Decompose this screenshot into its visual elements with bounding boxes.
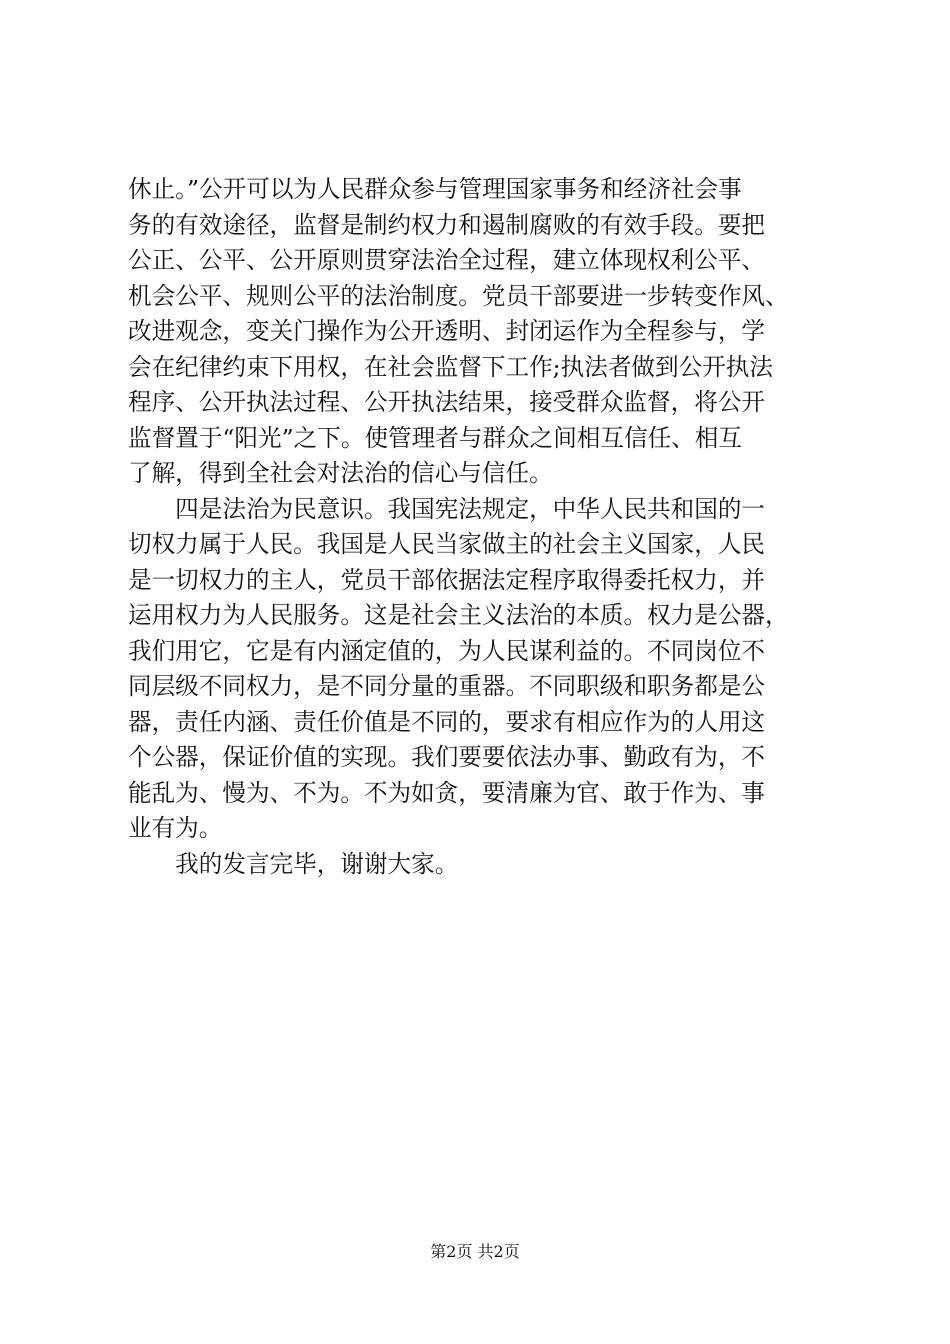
text-line: 会在纪律约束下用权，在社会监督下工作;执法者做到公开执法: [128, 352, 773, 381]
text-line: 是一切权力的主人，党员干部依据法定程序取得委托权力，并: [128, 565, 766, 594]
text-line: 务的有效途径，监督是制约权力和遏制腐败的有效手段。要把: [128, 210, 766, 239]
text-line: 切权力属于人民。我国是人民当家做主的社会主义国家，人民: [128, 530, 766, 558]
text-line: 能乱为、慢为、不为。不为如贪，要清廉为官、敢于作为、事: [128, 778, 766, 807]
text-line: 个公器，保证价值的实现。我们要要依法办事、勤政有为，不: [128, 743, 766, 771]
text-line: 器，责任内涵、责任价值是不同的，要求有相应作为的人用这: [128, 707, 766, 736]
text-line: 同层级不同权力，是不同分量的重器。不同职级和职务都是公: [128, 672, 766, 700]
body-text: [128, 172, 828, 882]
page-footer: [0, 1240, 950, 1264]
text-line: 公正、公平、公开原则贯穿法治全过程，建立体现权利公平、: [128, 246, 766, 274]
text-line: 我的发言完毕，谢谢大家。: [128, 849, 459, 878]
text-line: 休止。”公开可以为人民群众参与管理国家事务和经济社会事: [128, 175, 742, 203]
page-number-label: 第2页 共2页: [430, 1242, 520, 1261]
text-line: 业有为。: [128, 814, 223, 842]
text-line: 改进观念，变关门操作为公开透明、封闭运作为全程参与，学: [128, 317, 766, 345]
text-line: 运用权力为人民服务。这是社会主义法治的本质。权力是公器，: [128, 601, 789, 629]
text-line: 我们用它，它是有内涵定值的，为人民谋利益的。不同岗位不: [128, 636, 766, 665]
text-line: 了解，得到全社会对法治的信心与信任。: [128, 459, 553, 487]
text-line: 监督置于“阳光”之下。使管理者与群众之间相互信任、相互: [128, 423, 742, 452]
text-line: 程序、公开执法过程、公开执法结果，接受群众监督，将公开: [128, 388, 766, 416]
text-line: 机会公平、规则公平的法治制度。党员干部要进一步转变作风、: [128, 281, 789, 310]
text-line: 四是法治为民意识。我国宪法规定，中华人民共和国的一: [128, 494, 766, 523]
